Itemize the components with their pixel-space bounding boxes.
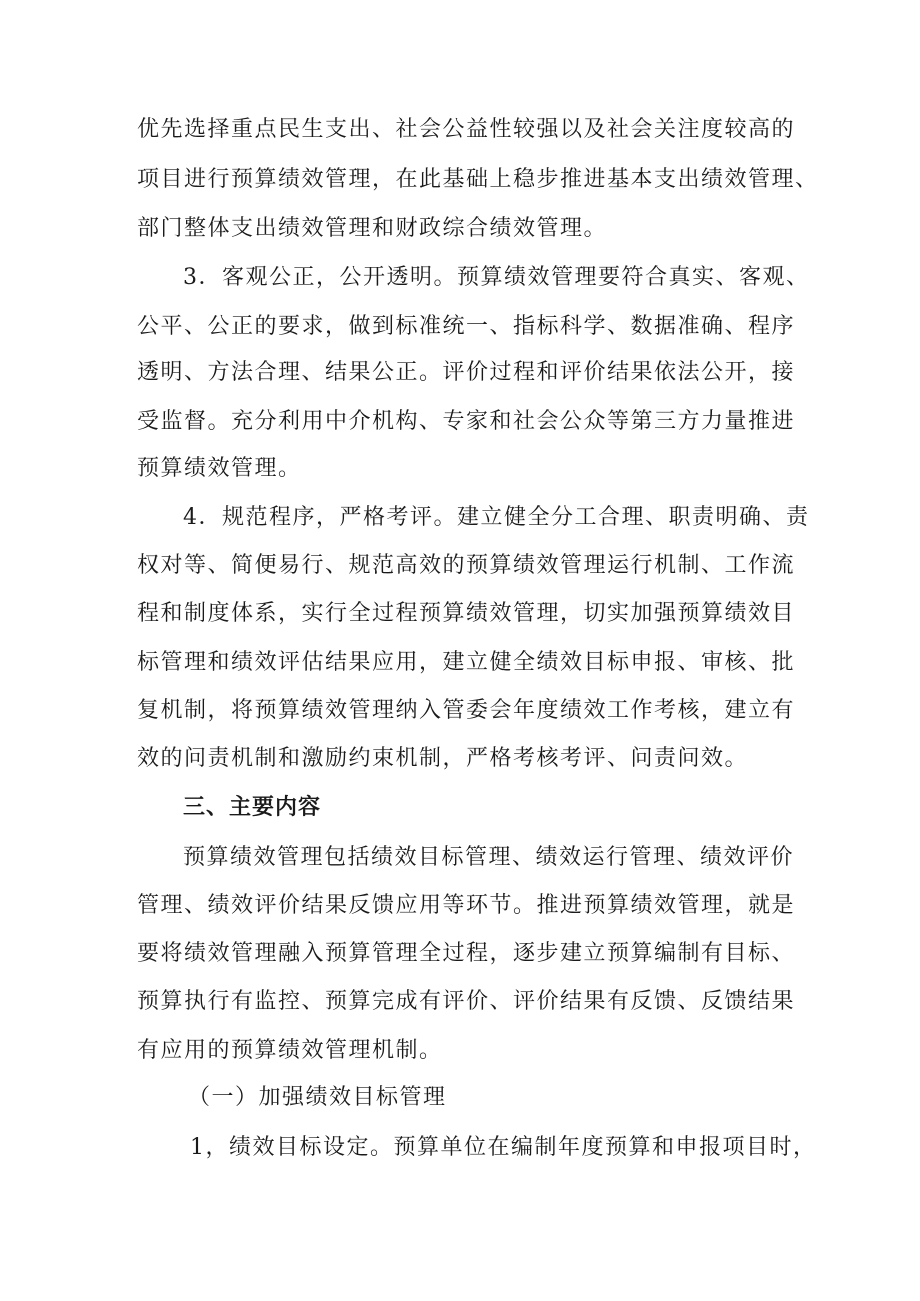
paragraph-line: 标管理和绩效评估结果应用，建立健全绩效目标申报、审核、批 [137,650,796,675]
paragraph-line: 复机制，将预算绩效管理纳入管委会年度绩效工作考核，建立有 [137,698,796,723]
subsection-heading: （一）加强绩效目标管理 [188,1085,447,1110]
paragraph-line: 有应用的预算绩效管理机制。 [137,1038,443,1063]
paragraph-line: 权对等、简便易行、规范高效的预算绩效管理运行机制、工作流 [137,553,796,578]
section-heading: 三、主要内容 [183,795,322,820]
paragraph-line: 效的问责机制和激励约束机制，严格考核考评、问责问效。 [137,746,749,771]
paragraph-line: 要将绩效管理融入预算管理全过程，逐步建立预算编制有目标、 [137,941,796,966]
paragraph-line: 1，绩效目标设定。预算单位在编制年度预算和申报项目时， [190,1135,817,1160]
paragraph-line: 预算绩效管理。 [137,456,302,481]
paragraph-line: 3．客观公正，公开透明。预算绩效管理要符合真实、客观、 [183,265,810,290]
paragraph-line: 项目进行预算绩效管理，在此基础上稳步推进基本支出绩效管理、 [137,167,819,192]
paragraph-line: 透明、方法合理、结果公正。评价过程和评价结果依法公开，接 [137,360,796,385]
paragraph-line: 优先选择重点民生支出、社会公益性较强以及社会关注度较高的 [137,117,796,142]
paragraph-line: 部门整体支出绩效管理和财政综合绩效管理。 [137,216,608,241]
paragraph-line: 管理、绩效评价结果反馈应用等环节。推进预算绩效管理，就是 [137,893,796,918]
paragraph-line: 受监督。充分利用中介机构、专家和社会公众等第三方力量推进 [137,409,796,434]
paragraph-line: 4．规范程序，严格考评。建立健全分工合理、职责明确、责 [183,505,810,530]
paragraph-line: 预算绩效管理包括绩效目标管理、绩效运行管理、绩效评价 [183,845,795,870]
paragraph-line: 预算执行有监控、预算完成有评价、评价结果有反馈、反馈结果 [137,989,796,1014]
paragraph-line: 程和制度体系，实行全过程预算绩效管理，切实加强预算绩效目 [137,601,796,626]
paragraph-line: 公平、公正的要求，做到标准统一、指标科学、数据准确、程序 [137,314,796,339]
